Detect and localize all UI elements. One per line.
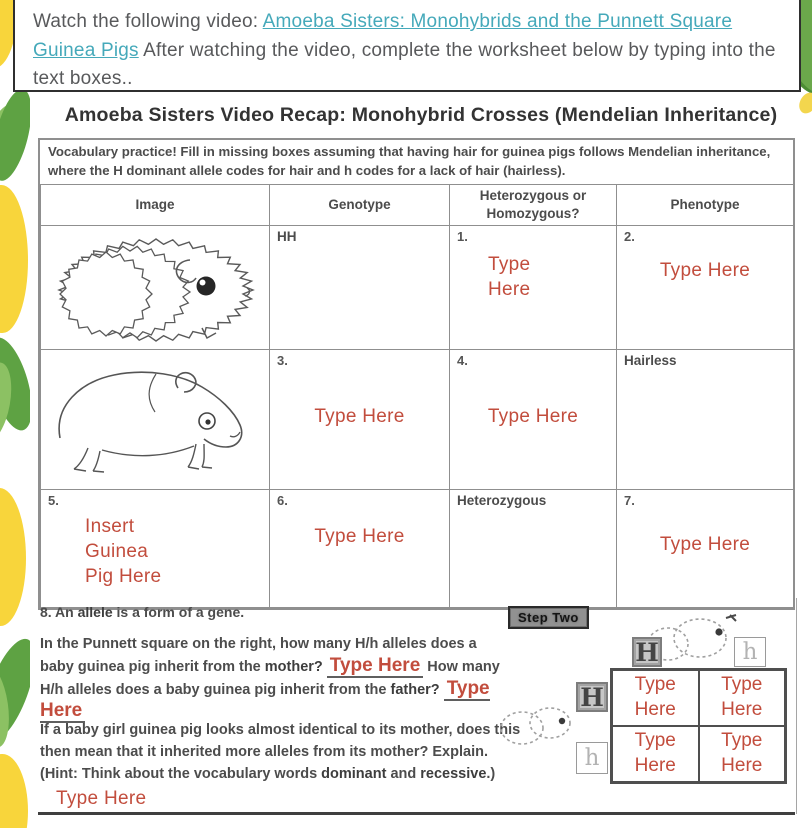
q7-number: 7. [624,492,635,508]
lemon-pattern-left [0,0,30,828]
genotype-hh-label: HH [277,228,297,244]
vocab-table-box [38,138,795,610]
lemon-shape [0,185,28,333]
punnett-question [40,634,500,724]
instruction-prefix: Watch the following video: [33,11,263,32]
para2-text-b: and [386,765,421,782]
heterozygous-label: Heterozygous [457,492,547,508]
punnett-cell-3[interactable]: Type Here [612,726,699,782]
punnett-left-allele-H: H [576,682,608,712]
section-divider-line [38,812,795,815]
instruction-suffix: After watching the video, complete the worksheet below by typing into the text boxes.. [33,39,776,89]
punnett-top-allele-h: h [734,637,766,667]
q4-textbox[interactable]: Type Here [487,405,579,427]
mother-answer-textbox[interactable]: Type Here [327,655,423,678]
para1-text-b: How many H/h alleles does a baby guinea pig inherit from the [40,658,500,698]
video-link[interactable]: Amoeba Sisters: Monohybrids and the Punnett Square Guinea Pigs [33,11,733,61]
para2-text-c: .) [486,765,496,782]
worksheet-title: Amoeba Sisters Video Recap: Monohybrid Crosses (Mendelian Inheritance) [64,104,778,126]
column-header-image: Image [41,185,270,225]
cell-zygosity-heterozygous [450,489,617,607]
right-border-line [796,598,797,814]
cell-q1 [450,225,617,349]
leaf-shape [0,86,30,185]
q8-number: 8. [40,604,52,620]
column-header-zygosity: Heterozygous or Homozygous? [450,185,617,225]
dominant-bold: dominant [321,765,387,782]
instruction-banner [13,0,801,92]
step-two-stamp: Step Two [508,606,589,629]
instruction-text [33,8,783,94]
q2-textbox[interactable]: Type Here [659,259,751,281]
para1-text-a: In the Punnett square on the right, how many H/h alleles does a baby guinea pig inherit from the [40,636,477,675]
column-header-phenotype: Phenotype [617,185,794,225]
recessive-bold: recessive [420,765,487,782]
cell-image-hairy [41,225,270,349]
punnett-top-allele-H: H [632,637,662,667]
q3-textbox[interactable]: Type Here [314,405,405,427]
cell-q5 [41,489,270,607]
q3-number: 3. [277,352,288,368]
punnett-cell-2[interactable]: Type Here [699,670,786,726]
cell-image-hairless [41,349,270,489]
hairless-guinea-pig-image [44,354,266,486]
question-8 [40,604,244,620]
q6-textbox[interactable]: Type Here [314,525,405,547]
q2-number: 2. [624,228,635,244]
question-section [38,598,795,822]
cell-q7 [617,489,794,607]
q8-allele-bold: allele [77,604,113,620]
punnett-cell-4[interactable]: Type Here [699,726,786,782]
cell-genotype-1 [270,225,450,349]
worksheet-table [40,184,794,607]
punnett-left-allele-h: h [576,742,608,774]
punnett-square-grid [610,668,787,784]
q1-number: 1. [457,228,468,244]
q8-text-b: is a form of a gene. [112,604,245,620]
hairless-label: Hairless [624,352,677,368]
explain-answer-textbox[interactable]: Type Here [56,788,147,809]
q7-textbox[interactable]: Type Here [659,533,751,555]
father-bold: father? [390,681,440,698]
lemon-shape [0,488,26,626]
cell-phenotype-hairless [617,349,794,489]
q1-textbox[interactable]: Type Here [488,253,531,300]
hairy-guinea-pig-image [44,230,266,348]
lemon-shape [0,754,28,828]
insert-guinea-pig-box[interactable]: Insert Guinea Pig Here [85,515,162,587]
punnett-father-guinea-pig-sketch [496,698,580,754]
cell-q6 [270,489,450,607]
cell-q2 [617,225,794,349]
q4-number: 4. [457,352,468,368]
column-header-genotype: Genotype [270,185,450,225]
para2-text-a: If a baby girl guinea pig looks almost identical to its mother, does this then mean that it inherited more alleles from its mother? Explain. (Hint: Think about the vocabulary words [40,722,521,782]
q8-text-a: An [51,604,78,620]
worksheet-page [30,92,812,828]
table-row [41,489,794,607]
table-row [41,349,794,489]
cell-q3 [270,349,450,489]
mother-bold: mother? [264,658,323,675]
table-row [41,225,794,349]
table-header-row [41,185,794,225]
q5-number: 5. [48,492,59,508]
vocab-instruction: Vocabulary practice! Fill in missing boxes assuming that having hair for guinea pigs follows Mendelian inheritance, where the H dominant allele codes for hair and h codes for a lack of hair (hairless). [48,144,771,178]
father-answer-textbox[interactable]: Type Here [40,677,490,722]
punnett-cell-1[interactable]: Type Here [612,670,699,726]
q6-number: 6. [277,492,288,508]
cell-q4 [450,349,617,489]
explain-question [40,720,522,785]
